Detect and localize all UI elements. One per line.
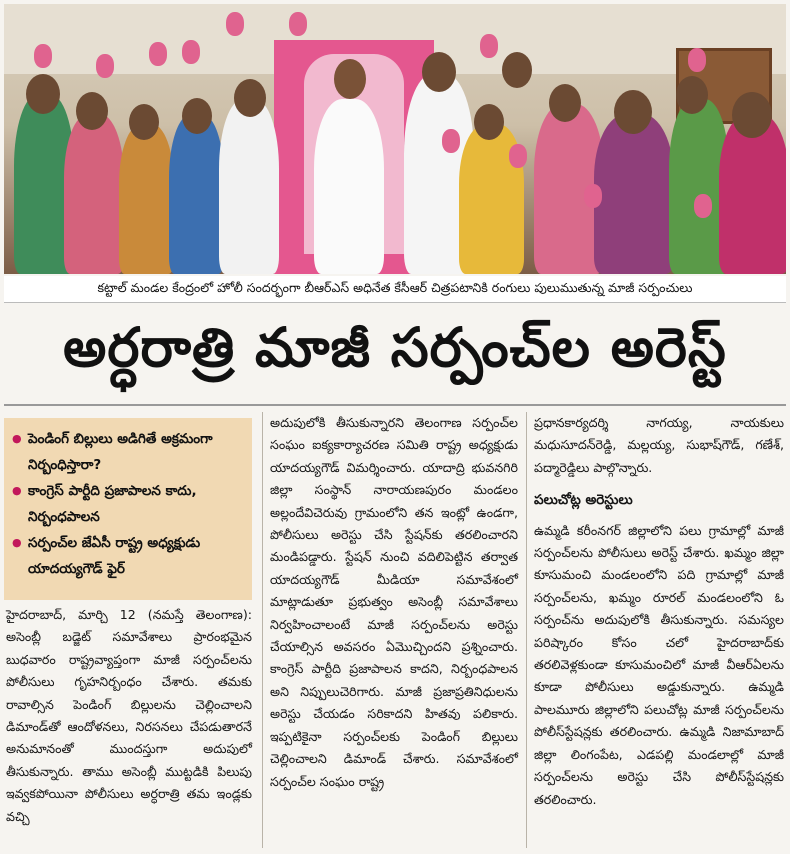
painted-hand	[149, 42, 167, 66]
highlight-item: ● సర్పంచ్‌ల జేఏసీ రాష్ట్ర అధ్యక్షుడు యాదయ్యగౌడ్ ఫైర్	[12, 530, 244, 582]
crowd-person	[594, 114, 674, 274]
article-column-3	[534, 412, 784, 811]
crowd-head	[26, 74, 60, 114]
column-divider	[526, 412, 527, 848]
photo-caption: కట్టాల్ మండల కేంద్రంలో హోలీ సందర్భంగా బీఆర్ఎస్ అధినేత కేసీఆర్ చిత్రపటానికి రంగులు పులుముతున్న మాజీ సర్పంచులు	[4, 276, 786, 303]
painted-hand	[96, 54, 114, 78]
highlight-item: ● పెండింగ్ బిల్లులు అడిగితే అక్రమంగా నిర్బంధిస్తారా?	[12, 426, 244, 478]
crowd-head	[614, 90, 652, 134]
painted-hand	[226, 12, 244, 36]
column-3-body: ఉమ్మడి కరీంనగర్ జిల్లాలోని పలు గ్రామాల్లో మాజీ సర్పంచ్‌లను పోలీసులు అరెస్ట్ చేశారు. ఖమ్మం జిల్లా కూసుమంచి మండలంలోని పది గ్రామాల్లో మాజీ సర్పంచ్‌లను, ఖమ్మం రూరల్ మండలంలోని ఓ సర్పంచ్‌ను అదుపులోకి తీసుకున్నారు. సమస్యల పరిష్కారం కోసం చలో హైదరాబాద్‌కు తరలివెళ్లకుండా కూసుమంచిలో మాజీ వీఆర్ఏలను కూడా పోలీసులు అడ్డుకున్నారు. ఉమ్మడి పాలమూరు జిల్లాలోని పలుచోట్ల మాజీ సర్పంచ్‌లను పోలీస్‌స్టేషన్లకు తరలించారు. ఉమ్మడి నిజామాబాద్ జిల్లా లింగంపేట, ఎడపల్లి మండలాల్లో మాజీ సర్పంచ్‌లను అరెస్టు చేసి పోలీస్‌స్టేషన్లకు తరలించారు.	[534, 522, 784, 807]
crowd-head	[549, 84, 581, 122]
crowd-head	[422, 52, 456, 92]
painted-hand	[688, 48, 706, 72]
crowd-head	[334, 59, 366, 99]
headline: అర్ధరాత్రి మాజీ సర్పంచ్‌ల అరెస్ట్	[63, 315, 727, 379]
crowd-head	[234, 79, 266, 117]
crowd-person	[219, 99, 279, 274]
article-column-2	[270, 412, 518, 793]
crowd-person	[169, 114, 224, 274]
article-column-1	[6, 604, 252, 828]
painted-hand	[442, 129, 460, 153]
painted-hand	[694, 194, 712, 218]
crowd-head	[676, 76, 708, 114]
column-1-text: హైదరాబాద్, మార్చి 12 (నమస్తే తెలంగాణ): అసెంబ్లీ బడ్జెట్ సమావేశాలు ప్రారంభమైన బుధవారం రాష్ట్రవ్యాప్తంగా మాజీ సర్పంచ్‌లను పోలీసులు గృహనిర్బంధం చేశారు. తమకు రావాల్సిన పెండింగ్ బిల్లులను చెల్లించాలని డిమాండ్‌తో ఆందోళనలు, నిరసనలు చేపడుతారనే అనుమానంతో ముందస్తుగా అదుపులో తీసుకున్నారు. తాము అసెంబ్లీ ముట్టడికి పిలుపు ఇవ్వకపోయినా పోలీసులు అర్ధరాత్రి తమ ఇండ్లకు వచ్చి	[6, 607, 252, 824]
highlight-item: ● కాంగ్రెస్ పార్టీది ప్రజాపాలన కాదు, నిర్బంధపాలన	[12, 478, 244, 530]
painted-hand	[34, 44, 52, 68]
column-divider	[262, 412, 263, 848]
column-3-subhead: పలుచోట్ల అరెస్టులు	[534, 492, 633, 509]
headline-rule	[4, 404, 786, 406]
painted-hand	[182, 40, 200, 64]
crowd-person	[64, 114, 124, 274]
crowd-head	[76, 92, 108, 130]
column-2-text: అదుపులోకి తీసుకున్నారని తెలంగాణ సర్పంచ్‌ల సంఘం ఐక్యకార్యాచరణ సమితి రాష్ట్ర అధ్యక్షుడు యాదయ్యగౌడ్ విమర్శించారు. యాదాద్రి భువనగిరి జిల్లా సంస్థాన్ నారాయణపురం మండలం అల్లందేవిచెరువు గ్రామంలోని తన ఇంట్లో ఉండగా, పోలీసులు అరెస్టు చేసి స్టేషన్‌కు తరలించారని మండిపడ్డారు. స్టేషన్ నుంచి వదిలిపెట్టిన తర్వాత యాదయ్యగౌడ్ మీడియా సమావేశంలో మాట్లాడుతూ ప్రభుత్వం అసెంబ్లీ సమావేశాలు నిర్వహించాలంటే మాజీ సర్పంచ్‌లను అరెస్టు చేయాల్సిన అవసరం ఏమొచ్చిందని ప్రశ్నించారు. కాంగ్రెస్ పార్టీది ప్రజాపాలన కాదని, నిర్బంధపాలన అని నిప్పులుచెరిగారు. మాజీ ప్రజాప్రతినిధులను అరెస్టు చేయడం సరికాదని హితవు పలికారు. ఇప్పటికైనా సర్పంచ్‌లకు పెండింగ్ బిల్లులు చెల్లించాలని డిమాండ్ చేశారు. సమావేశంలో సర్పంచ్‌ల సంఘం రాష్ట్ర	[270, 415, 518, 789]
crowd-person	[719, 114, 786, 274]
crowd-head	[474, 104, 504, 140]
column-3-intro: ప్రధానకార్యదర్శి నాగయ్య, నాయకులు మధుసూదన్‌రెడ్డి, మల్లయ్య, సుభాష్‌గౌడ్, గణేశ్, పద్మారెడ్డిలు పాల్గొన్నారు.	[534, 415, 784, 475]
crowd-head	[732, 92, 772, 138]
crowd-head	[129, 104, 159, 140]
crowd-head	[182, 98, 212, 134]
crowd-head	[502, 52, 532, 88]
crowd-person	[314, 99, 384, 274]
highlights-box	[4, 418, 252, 600]
painted-hand	[509, 144, 527, 168]
painted-hand	[480, 34, 498, 58]
painted-hand	[584, 184, 602, 208]
news-photo	[4, 4, 786, 274]
crowd-person	[119, 124, 174, 274]
painted-hand	[289, 12, 307, 36]
